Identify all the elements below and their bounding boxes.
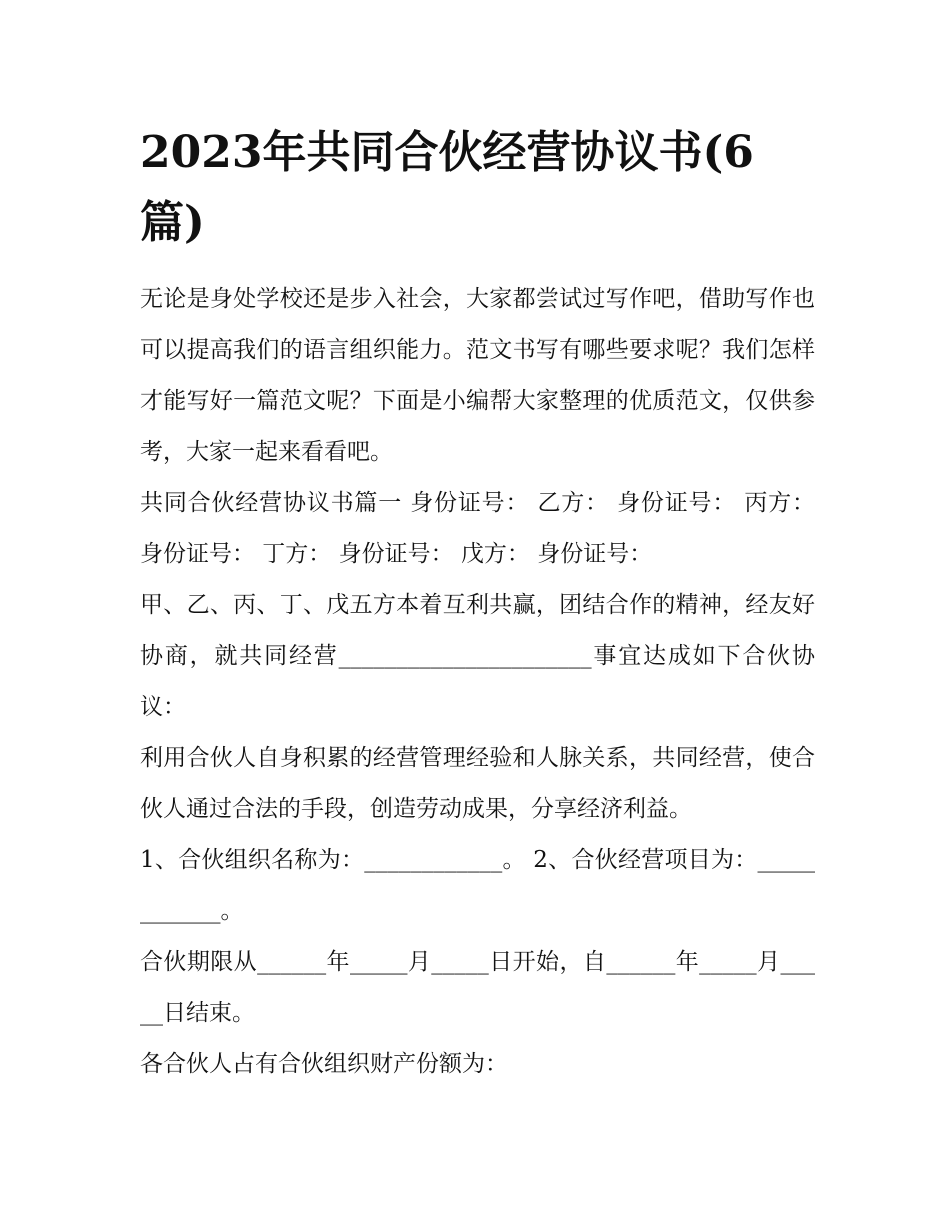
objective-paragraph: 利用合伙人自身积累的经营管理经验和人脉关系，共同经营，使合伙人通过合法的手段，创造劳动成果，分享经济利益。 bbox=[140, 745, 815, 822]
document-page bbox=[140, 118, 815, 1090]
share-paragraph: 各合伙人占有合伙组织财产份额为： bbox=[140, 1051, 508, 1077]
intro-paragraph: 无论是身处学校还是步入社会，大家都尝试过写作吧，借助写作也可以提高我们的语言组织能力。范文书写有哪些要求呢？我们怎样才能写好一篇范文呢？下面是小编帮大家整理的优质范文，仅供参考，大家一起来看看吧。 bbox=[140, 286, 815, 465]
document-title: 2023年共同合伙经营协议书(6篇) bbox=[140, 127, 754, 248]
parties-paragraph: 共同合伙经营协议书篇一 身份证号： 乙方： 身份证号： 丙方： 身份证号： 丁方： 身份证号： 戊方： 身份证号： bbox=[140, 490, 815, 567]
purpose-paragraph: 甲、乙、丙、丁、戊五方本着互利共赢，团结合作的精神，经友好协商，就共同经营______________________事宜达成如下合伙协议： bbox=[140, 592, 815, 720]
term-paragraph: 合伙期限从______年_____月_____日开始，自______年_____月_____日结束。 bbox=[140, 949, 815, 1026]
name-project-paragraph: 1、合伙组织名称为：____________。 2、合伙经营项目为：____________。 bbox=[140, 847, 815, 924]
